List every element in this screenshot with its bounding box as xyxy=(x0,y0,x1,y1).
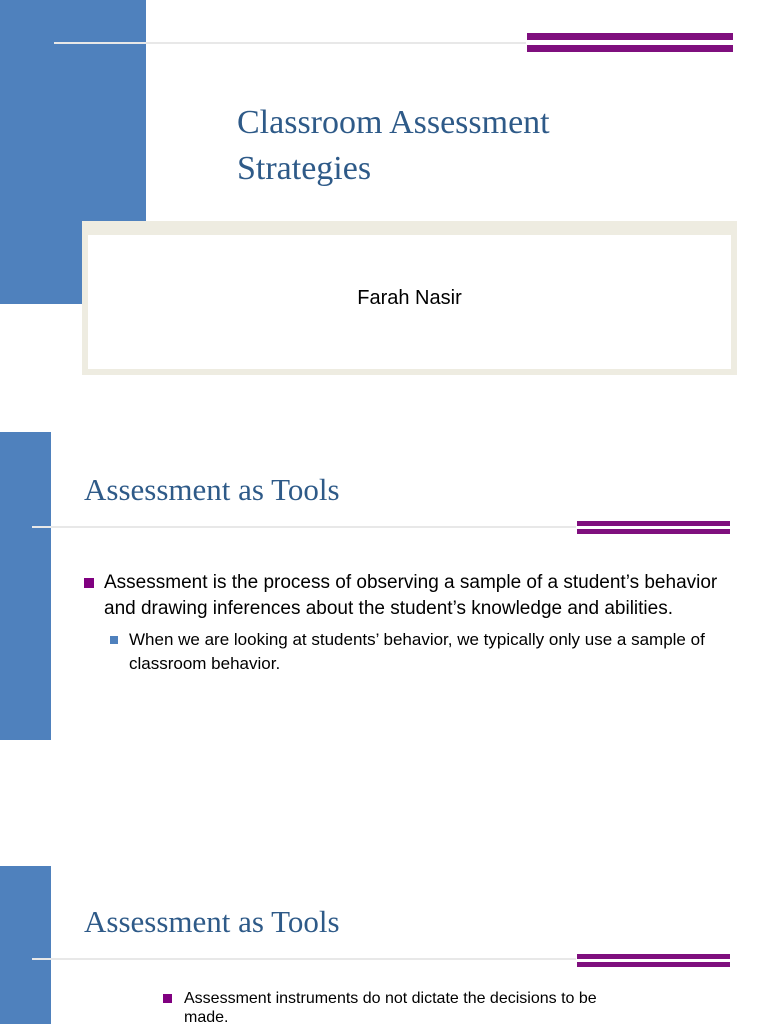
title-line-1: Classroom Assessment xyxy=(237,104,550,141)
square-bullet-icon xyxy=(163,994,172,1003)
square-bullet-icon xyxy=(84,578,94,588)
list-item xyxy=(163,989,643,1027)
slide-title xyxy=(237,100,550,192)
square-bullet-icon xyxy=(110,636,118,644)
header-rule xyxy=(54,42,526,44)
purple-accent-lines xyxy=(577,954,730,968)
bullet-text: Assessment instruments do not dictate the decisions to be made. xyxy=(184,990,597,1026)
slide-title: Assessment as Tools xyxy=(84,472,340,507)
title-slide xyxy=(0,0,768,412)
slide-title: Assessment as Tools xyxy=(84,904,340,939)
bullet-text: Assessment is the process of observing a sample of a student’s behavior and drawing inferences about the student’s knowledge and abilities. xyxy=(104,572,718,619)
purple-accent-lines xyxy=(527,33,733,53)
subtitle-box xyxy=(82,221,737,375)
header-rule xyxy=(32,526,576,528)
list-item xyxy=(110,628,734,676)
content-slide xyxy=(0,866,768,1024)
bullet-list xyxy=(163,989,643,1027)
purple-accent-lines xyxy=(577,521,730,535)
accent-bar xyxy=(0,866,51,1024)
subtitle-box-inner xyxy=(88,235,731,369)
subtitle-text: Farah Nasir xyxy=(357,287,462,309)
bullet-list xyxy=(84,570,734,676)
accent-bar xyxy=(0,432,51,740)
content-slide xyxy=(0,432,768,762)
sub-bullet-text: When we are looking at students’ behavior, we typically only use a sample of classroom behavior. xyxy=(129,630,705,673)
title-line-2: Strategies xyxy=(237,150,372,187)
header-rule xyxy=(32,958,576,960)
list-item xyxy=(84,570,734,622)
